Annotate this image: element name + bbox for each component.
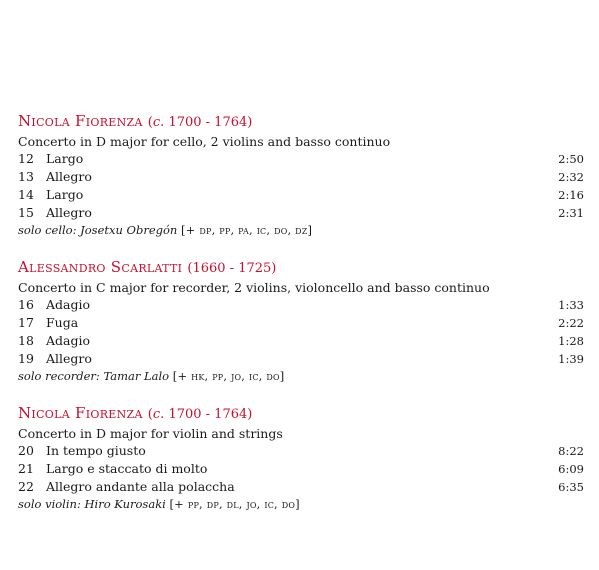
track-number: 15 [18, 205, 34, 220]
track-row [18, 150, 584, 168]
track-duration: 2:16 [558, 188, 584, 202]
track-duration: 1:28 [558, 334, 584, 348]
track-duration: 2:32 [558, 170, 584, 184]
track-duration: 1:33 [558, 298, 584, 312]
composer-dates: (c. 1700 - 1764) [147, 115, 253, 130]
performer-name: Tamar Lalo [103, 369, 170, 383]
track-duration: 8:22 [558, 444, 584, 458]
track-row [18, 350, 584, 368]
composer-heading [18, 257, 584, 279]
composer-dates: (c. 1700 - 1764) [147, 407, 253, 422]
track-title: Fuga [46, 315, 79, 330]
track-row [18, 332, 584, 350]
track-number: 22 [18, 479, 34, 494]
track-title: Adagio [46, 333, 91, 348]
track-title: Allegro [46, 205, 92, 220]
track-title: Largo [46, 151, 84, 166]
track-duration: 2:31 [558, 206, 584, 220]
track-listing [18, 111, 584, 531]
track-number: 19 [18, 351, 34, 366]
track-row [18, 168, 584, 186]
track-number: 17 [18, 315, 34, 330]
track-title: Adagio [46, 297, 91, 312]
track-number: 12 [18, 151, 34, 166]
track-row [18, 204, 584, 222]
track-duration: 2:22 [558, 316, 584, 330]
track-number: 14 [18, 187, 34, 202]
work-title: Concerto in C major for recorder, 2 violins, violoncello and basso continuo [18, 280, 490, 295]
ensemble-list: [+ pp, dp, dl, jo, ic, do] [169, 497, 300, 511]
track-duration: 2:50 [558, 152, 584, 166]
performer-name: Josetxu Obregón [80, 223, 178, 237]
track-title: Largo [46, 187, 84, 202]
track-title: Allegro andante alla polaccha [46, 479, 235, 494]
track-duration: 6:35 [558, 480, 584, 494]
circa-mark: c. [152, 115, 165, 130]
circa-mark: c. [152, 407, 165, 422]
work-title: Concerto in D major for cello, 2 violins and basso continuo [18, 134, 391, 149]
composer-heading [18, 111, 584, 133]
composer-name: Nicola Fiorenza [18, 112, 143, 130]
performer-credit [18, 496, 584, 513]
track-number: 18 [18, 333, 34, 348]
section-fiorenza-violin [18, 403, 584, 513]
track-title: Allegro [46, 351, 92, 366]
composer-name: Alessandro Scarlatti [18, 258, 183, 276]
track-title: In tempo giusto [46, 443, 146, 458]
track-duration: 1:39 [558, 352, 584, 366]
performer-credit [18, 222, 584, 239]
track-title: Largo e staccato di molto [46, 461, 208, 476]
work-title: Concerto in D major for violin and strings [18, 426, 283, 441]
performer-name: Hiro Kurosaki [84, 497, 166, 511]
track-number: 16 [18, 297, 34, 312]
section-fiorenza-cello [18, 111, 584, 239]
track-number: 21 [18, 461, 34, 476]
track-row [18, 296, 584, 314]
track-duration: 6:09 [558, 462, 584, 476]
ensemble-list: [+ hk, pp, jo, ic, do] [172, 369, 285, 383]
track-title: Allegro [46, 169, 92, 184]
track-row [18, 460, 584, 478]
composer-heading [18, 403, 584, 425]
composer-name: Nicola Fiorenza [18, 404, 143, 422]
track-number: 20 [18, 443, 34, 458]
section-scarlatti-recorder [18, 257, 584, 385]
track-row [18, 314, 584, 332]
track-row [18, 186, 584, 204]
performer-role: solo violin: [18, 497, 81, 511]
ensemble-list: [+ dp, pp, pa, ic, do, dz] [181, 223, 313, 237]
track-number: 13 [18, 169, 34, 184]
performer-credit [18, 368, 584, 385]
track-row [18, 442, 584, 460]
composer-dates: (1660 - 1725) [187, 261, 277, 276]
performer-role: solo cello: [18, 223, 77, 237]
track-row [18, 478, 584, 496]
performer-role: solo recorder: [18, 369, 100, 383]
